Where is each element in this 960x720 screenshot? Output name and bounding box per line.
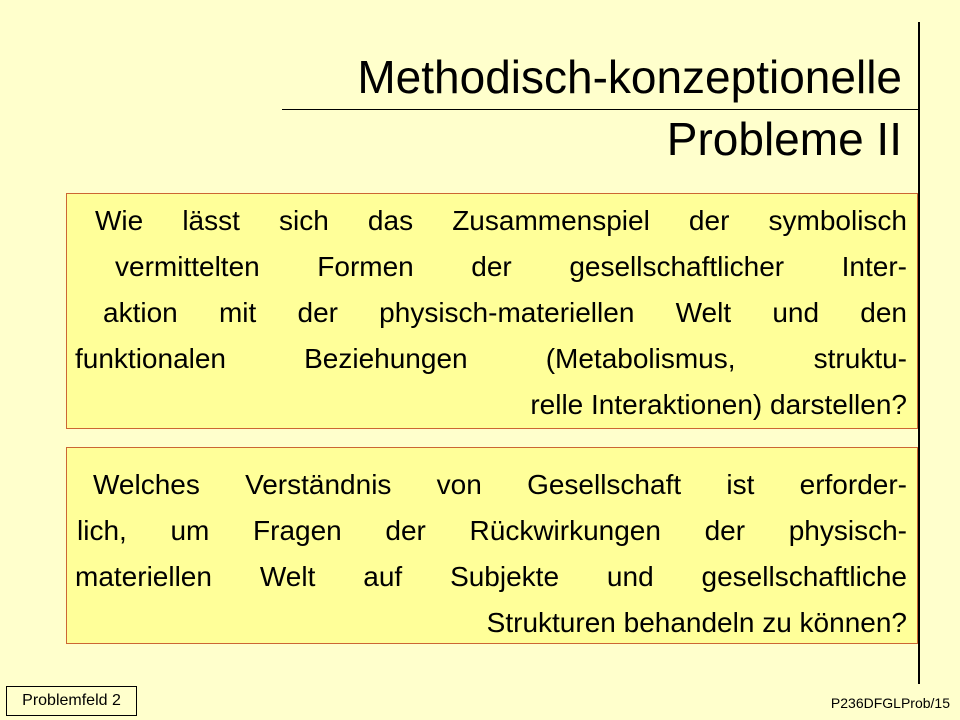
question-1-line: aktion mit der physisch-materiellen Welt und den xyxy=(103,297,907,328)
slide-title-line-2: Probleme II xyxy=(666,113,902,165)
slide-code: P236DFGLProb/15 xyxy=(830,695,950,711)
question-box-2 xyxy=(66,447,918,644)
slide-title xyxy=(357,46,902,170)
question-1-line: Wie lässt sich das Zusammenspiel der symbolisch xyxy=(95,205,907,236)
slide-title-line-1: Methodisch-konzeptionelle xyxy=(357,51,902,103)
question-2-line: Strukturen behandeln zu können? xyxy=(486,607,907,638)
question-1-line: funktionalen Beziehungen (Metabolismus, struktu- xyxy=(75,343,907,374)
section-label: Problemfeld 2 xyxy=(6,686,137,716)
question-2-line: materiellen Welt auf Subjekte und gesellschaftliche xyxy=(75,561,907,592)
question-2-line: lich, um Fragen der Rückwirkungen der physisch- xyxy=(77,515,907,546)
vertical-rule xyxy=(918,22,920,684)
question-1-line: relle Interaktionen) darstellen? xyxy=(530,389,907,420)
question-2-line: Welches Verständnis von Gesellschaft ist erforder- xyxy=(93,469,907,500)
question-box-1 xyxy=(66,193,918,429)
question-1-line: vermittelten Formen der gesellschaftlicher Inter- xyxy=(115,251,907,282)
